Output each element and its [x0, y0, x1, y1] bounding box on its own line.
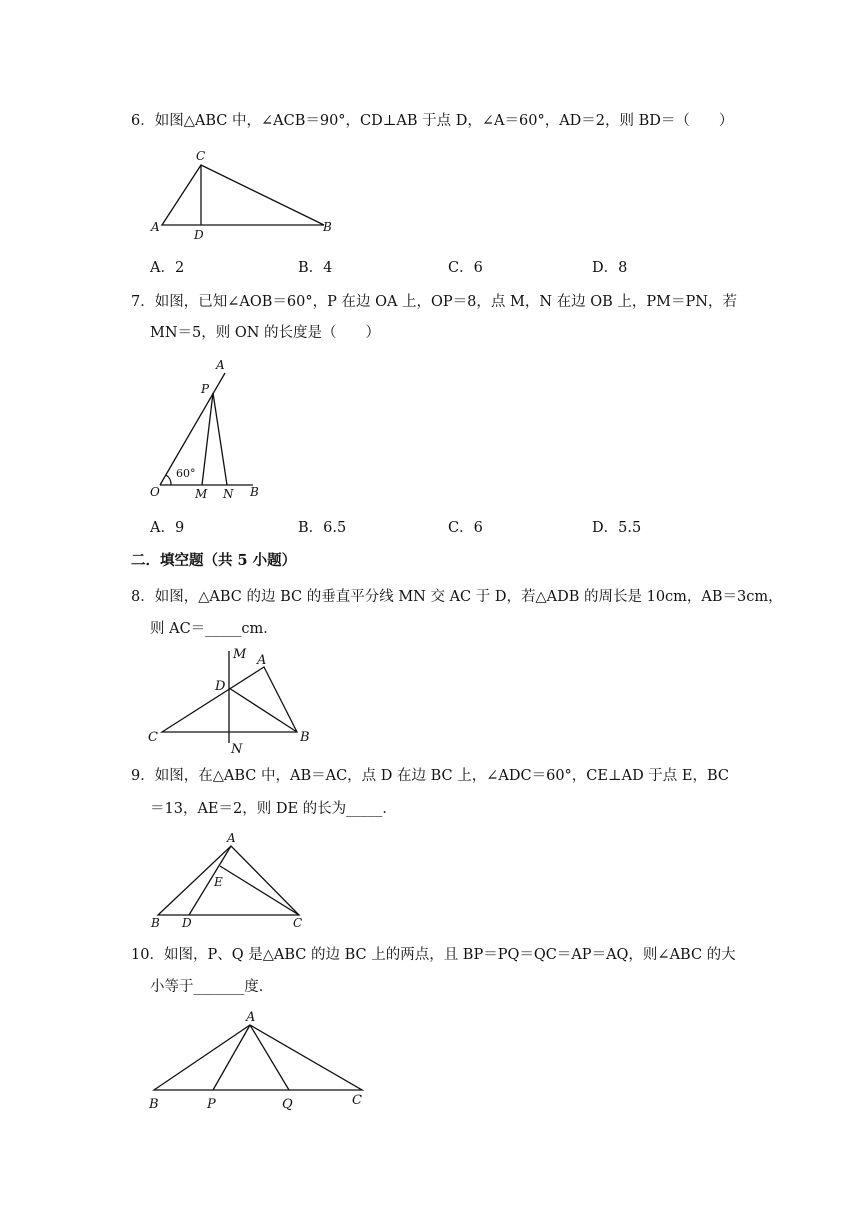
q7-option-a[interactable]: A．9	[150, 520, 185, 536]
question-9-text-line2: ＝13，AE＝2，则 DE 的长为_____．	[150, 801, 397, 817]
q6-label-b: B	[323, 220, 332, 234]
q7-angle-figure	[140, 355, 280, 505]
q7-segment-pm	[202, 393, 213, 485]
q8-label-b: B	[300, 730, 310, 745]
q7-segment-pn	[213, 393, 227, 485]
q8-label-a: A	[257, 653, 267, 668]
q9-label-c: C	[293, 916, 303, 930]
q10-label-q: Q	[282, 1097, 293, 1112]
q8-label-m: M	[233, 647, 247, 662]
q8-label-d: D	[215, 679, 226, 694]
q7-angle-arc	[166, 475, 171, 485]
q9-label-a: A	[227, 831, 236, 845]
q6-option-b[interactable]: B．4	[298, 260, 333, 276]
q7-label-b: B	[250, 485, 259, 499]
q6-label-d: D	[194, 228, 204, 242]
q6-option-a[interactable]: A．2	[150, 260, 185, 276]
question-9-text-line1: 9．如图，在△ABC 中，AB＝AC，点 D 在边 BC 上，∠ADC＝60°，CE⊥AD 于点 E，BC	[131, 768, 730, 784]
q6-triangle-abc	[162, 165, 324, 225]
q8-bisector-figure	[140, 645, 330, 760]
q10-label-b: B	[149, 1097, 159, 1112]
q6-option-d[interactable]: D．8	[592, 260, 628, 276]
q6-option-c[interactable]: C．6	[448, 260, 483, 276]
q7-label-m: M	[195, 487, 208, 501]
q10-label-c: C	[352, 1093, 362, 1108]
question-10-text-line2: 小等于_______度．	[150, 979, 274, 995]
q7-label-a: A	[216, 358, 225, 372]
question-8-text-line1: 8．如图，△ABC 的边 BC 的垂直平分线 MN 交 AC 于 D，若△ADB 的周长是 10cm，AB＝3cm，	[131, 589, 783, 605]
question-7-text-line1: 7．如图，已知∠AOB＝60°，P 在边 OA 上，OP＝8，点 M，N 在边 OB 上，PM＝PN，若	[131, 294, 737, 310]
q9-triangle-figure	[140, 828, 320, 933]
q6-label-c: C	[196, 149, 206, 163]
q7-label-p: P	[201, 382, 210, 396]
q8-label-n: N	[231, 742, 243, 757]
q9-triangle-abc	[158, 846, 299, 915]
question-10-text-line1: 10．如图，P、Q 是△ABC 的边 BC 上的两点，且 BP＝PQ＝QC＝AP＝AQ，则∠ABC 的大	[131, 947, 736, 963]
q7-label-o: O	[150, 485, 160, 499]
q9-segment-ce	[220, 866, 299, 915]
q6-label-a: A	[151, 220, 160, 234]
q8-label-c: C	[148, 730, 158, 745]
question-6-text: 6．如图△ABC 中，∠ACB＝90°，CD⊥AB 于点 D，∠A＝60°，AD＝2，则 BD＝（ ）	[131, 113, 734, 129]
q7-option-d[interactable]: D．5.5	[592, 520, 642, 536]
q9-label-b: B	[151, 916, 160, 930]
q10-label-p: P	[207, 1097, 216, 1112]
q8-segment-db	[229, 688, 297, 732]
q10-segment-aq	[250, 1025, 289, 1090]
question-7-text-line2: MN＝5，则 ON 的长度是（ ）	[150, 325, 381, 341]
q6-triangle-figure	[140, 145, 340, 245]
q7-option-c[interactable]: C．6	[448, 520, 483, 536]
question-8-text-line2: 则 AC＝_____cm．	[150, 621, 278, 637]
q10-segment-ap	[213, 1025, 250, 1090]
q7-option-b[interactable]: B．6.5	[298, 520, 347, 536]
section-heading-fill-in: 二．填空题（共 5 小题）	[131, 552, 297, 569]
q9-label-d: D	[182, 916, 192, 930]
q10-triangle-figure	[140, 1005, 380, 1120]
q10-label-a: A	[246, 1010, 256, 1025]
q9-label-e: E	[214, 875, 223, 889]
q7-label-n: N	[223, 487, 234, 501]
q10-triangle-abc	[154, 1025, 362, 1090]
q7-label-angle: 60°	[176, 467, 196, 480]
